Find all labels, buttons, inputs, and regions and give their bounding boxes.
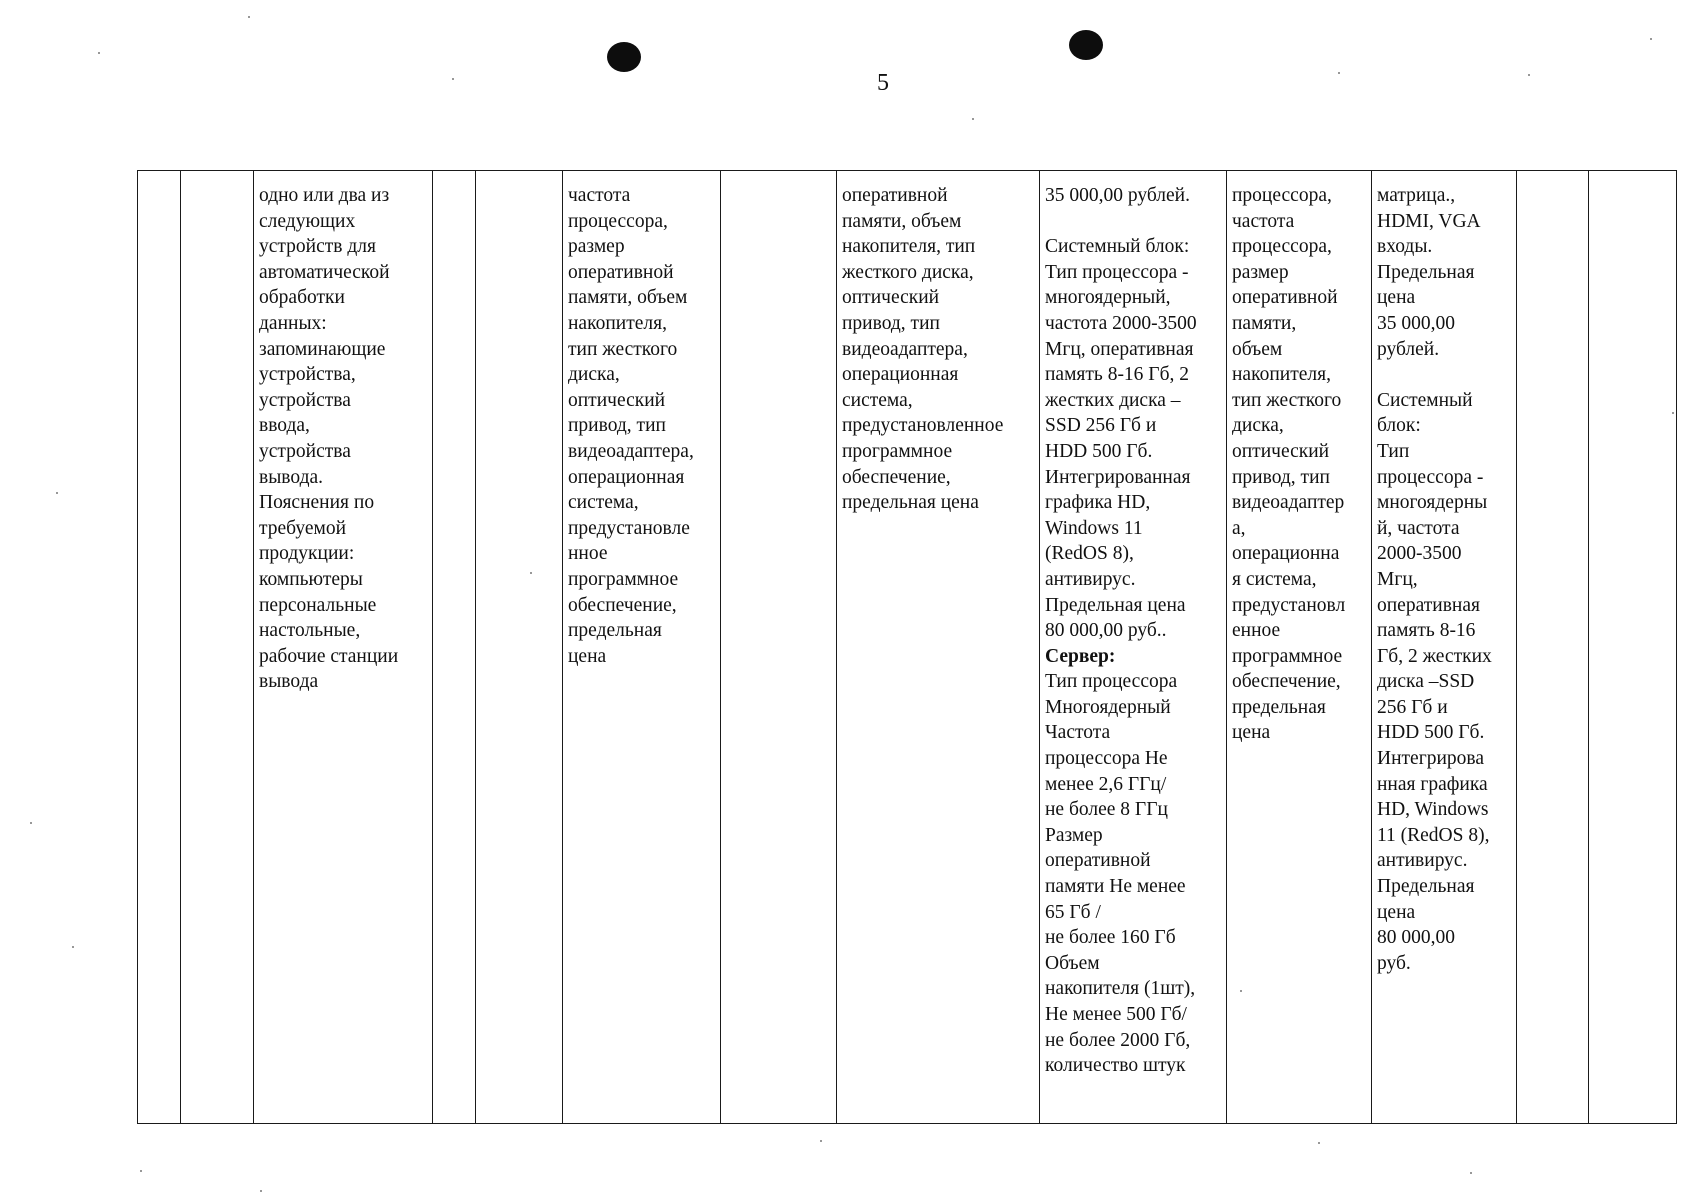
scan-speck xyxy=(260,1190,262,1192)
scan-speck xyxy=(820,1140,822,1142)
table-cell-characteristics xyxy=(837,171,1040,1124)
cell-text: одно или два из следующих устройств для автоматической обработки данных: запоминающие устройства, устройства ввода, устройства вывода. Пояснения по требуемой продукции: компьютеры персональные настольные, рабочие станции вывода xyxy=(259,185,399,693)
scan-speck xyxy=(248,16,250,18)
scan-speck xyxy=(1650,38,1652,40)
cell-text: частота процессора, размер оперативной памяти, объем накопителя, тип жесткого диска, оптический привод, тип видеоадаптера, операционная система, предустановле нное программное обеспечение, предельная цена xyxy=(568,185,694,667)
table-cell-product-description xyxy=(254,171,433,1124)
table-cell-values xyxy=(1040,171,1227,1124)
specification-table xyxy=(137,170,1677,1124)
server-heading: Сервер: xyxy=(1045,645,1116,667)
scan-speck xyxy=(30,822,32,824)
table-cell-empty xyxy=(1589,171,1677,1124)
scan-speck xyxy=(1318,1142,1320,1144)
scan-speck xyxy=(1470,1172,1472,1174)
table-cell-empty xyxy=(476,171,563,1124)
cell-text: 35 000,00 рублей. Системный блок: Тип процессора - многоядерный, частота 2000-3500 Мгц, оперативная память 8-16 Гб, 2 жестких диска – SSD 256 Гб и HDD 500 Гб. Интегрированная графика HD, Windows 11 (RedOS 8), антивирус. Предельная цена 80 000,00 руб.. xyxy=(1045,185,1197,642)
scan-speck xyxy=(140,1170,142,1172)
page-number: 5 xyxy=(877,70,889,96)
scan-speck xyxy=(1528,74,1530,76)
table-cell-empty xyxy=(181,171,254,1124)
scan-speck xyxy=(1240,990,1242,992)
table-cell-characteristics xyxy=(1227,171,1372,1124)
cell-text: Тип процессора Многоядерный Частота процессора Не менее 2,6 ГГц/ не более 8 ГГц Размер оперативной памяти Не менее 65 Гб / не более 160 Гб Объем накопителя (1шт), Не менее 500 Гб/ не более 2000 Гб, количество штук xyxy=(1045,671,1196,1077)
scan-speck xyxy=(98,52,100,54)
table-cell-characteristics xyxy=(563,171,721,1124)
cell-text: матрица., HDMI, VGA входы. Предельная цена 35 000,00 рублей. Системный блок: Тип процессора - многоядерны й, частота 2000-3500 Мгц, оперативная память 8-16 Гб, 2 жестких диска –SSD 256 Гб и HDD 500 Гб. Интегрирова нная графика HD, Windows 11 (RedOS 8), антивирус. Предельная цена 80 000,00 руб. xyxy=(1377,185,1492,974)
table-cell-values xyxy=(1372,171,1517,1124)
scan-speck xyxy=(530,572,532,574)
cell-text: процессора, частота процессора, размер оперативной памяти, объем накопителя, тип жесткого диска, оптический привод, тип видеоадаптер а, операционна я система, предустановл енное программное обеспечение, предельная цена xyxy=(1232,185,1346,744)
punch-hole-left xyxy=(607,42,641,72)
table-cell-empty xyxy=(433,171,476,1124)
scan-speck xyxy=(1672,412,1674,414)
table-cell-empty xyxy=(1517,171,1589,1124)
table-cell-empty xyxy=(138,171,181,1124)
table-cell-empty xyxy=(721,171,837,1124)
table-row xyxy=(138,171,1677,1124)
scan-speck xyxy=(72,946,74,948)
scan-speck xyxy=(972,118,974,120)
punch-hole-right xyxy=(1069,30,1103,60)
scan-speck xyxy=(1338,72,1340,74)
scan-speck xyxy=(56,492,58,494)
cell-text: оперативной памяти, объем накопителя, тип жесткого диска, оптический привод, тип видеоадаптера, операционная система, предустановленное программное обеспечение, предельная цена xyxy=(842,185,1004,514)
scan-speck xyxy=(452,78,454,80)
